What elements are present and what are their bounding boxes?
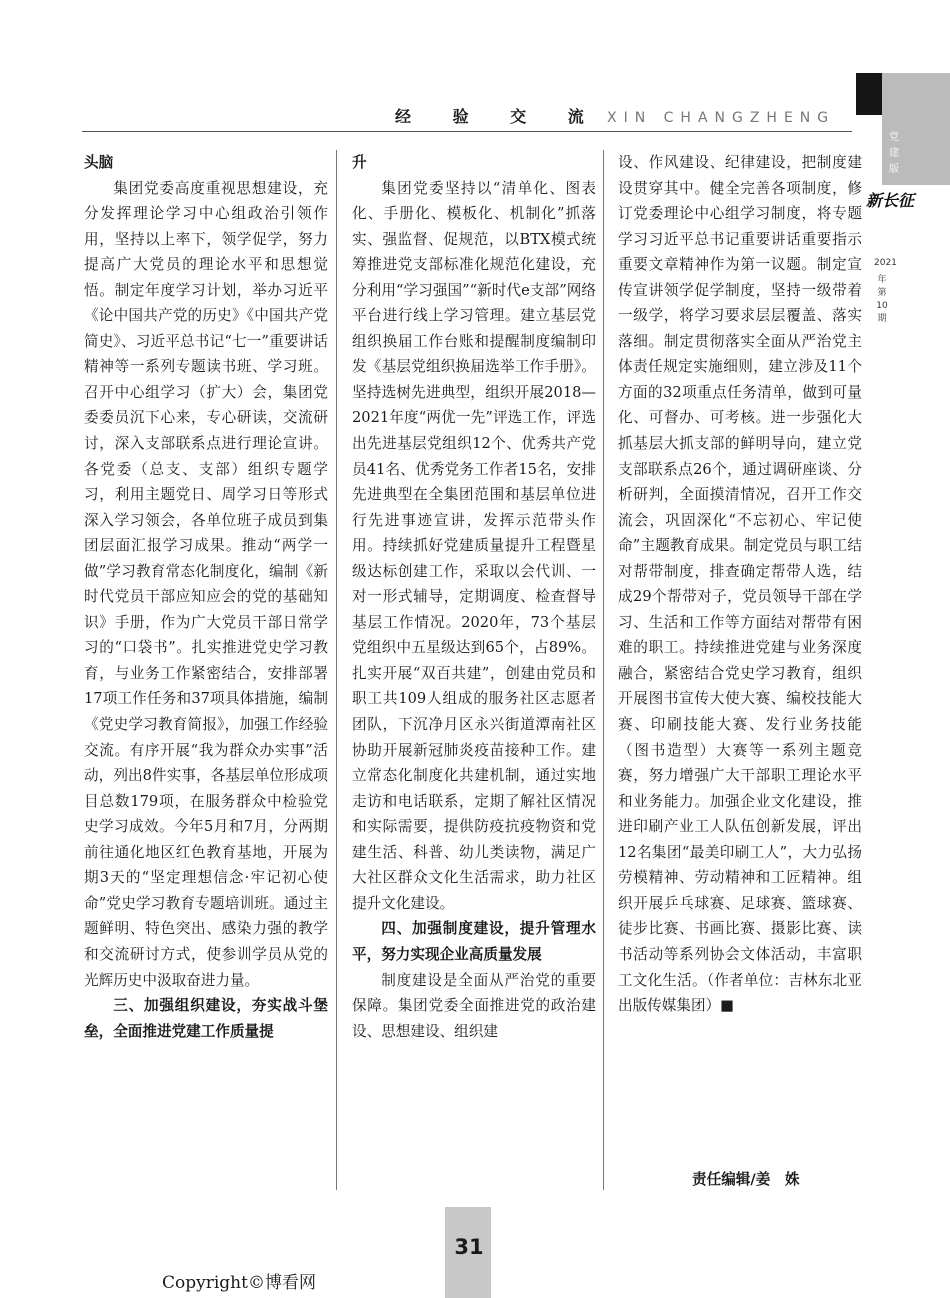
section-heading: 头脑	[84, 154, 114, 171]
column-divider	[336, 150, 337, 1190]
issue-number: 年第10期	[876, 275, 888, 324]
body-paragraph: 制度建设是全面从严治党的重要保障。集团党委全面推进党的政治建设、思想建设、组织建	[352, 971, 596, 1040]
body-paragraph: 集团党委坚持以“清单化、图表化、手册化、模板化、机制化”抓落实、强监督、促规范，以BTX模式统筹推进党支部标准化规范化建设，充分利用“学习强国”“新时代e支部”网络平台进行线上学习管理。建立基层党组织换届工作台账和提醒制度编制印发《基层党组织换届选举工作手册》。坚持选树先进典型，组织开展2018—2021年度“两优一先”评选工作，评选出先进基层党组织12个、优秀共产党员41名、优秀党务工作者15名，安排先进典型在全集团范围和基层单位进行先进事迹宣讲，发挥示范带头作用。持续抓好党建质量提升工程暨星级达标创建工作，采取以会代训、一对一形式辅导，定期调度、检查督导基层工作情况。2020年，73个基层党组织中五星级达到65个，占89%。扎实开展“双百共建”，创建由党员和职工共109人组成的服务社区志愿者团队，下沉净月区永兴街道潭南社区协助开展新冠肺炎疫苗接种工作。建立常态化制度化共建机制，通过实地走访和电话联系，定期了解社区情况和实际需要，提供防疫抗疫物资和党建生活、科普、幼儿类读物，满足广大社区群众文化生活需求，助力社区提升文化建设。	[352, 179, 596, 912]
body-paragraph: 集团党委高度重视思想建设，充分发挥理论学习中心组政治引领作用，坚持以上率下，领学促学，努力提高广大党员的理论水平和思想觉悟。制定年度学习计划，举办习近平《论中国共产党的历史》《中国共产党简史》、习近平总书记“七一”重要讲话精神等一系列专题读书班、学习班。召开中心组学习（扩大）会，集团党委委员沉下心来，专心研读，交流研讨，深入支部联系点进行理论宣讲。各党委（总支、支部）组织专题学习，利用主题党日、周学习日等形式深入学习领会，各单位班子成员到集团层面汇报学习成果。推动“两学一做”学习教育常态化制度化，编制《新时代党员干部应知应会的党的基础知识》手册，作为广大党员干部日常学习的“口袋书”。扎实推进党史学习教育，与业务工作紧密结合，安排部署17项工作任务和37项具体措施，编制《党史学习教育简报》，加强工作经验交流。有序开展“我为群众办实事”活动，列出8件实事，各基层单位形成项目总数179项，在服务群众中检验党史学习成效。今年5月和7月，分两期前往通化地区红色教育基地，开展为期3天的“坚定理想信念·牢记初心使命”党史学习教育专题培训班。通过主题鲜明、特色突出、感染力强的教学和交流研讨方式，使参训学员从党的光辉历史中汲取奋进力量。	[84, 179, 328, 989]
header-rule	[82, 131, 852, 132]
section-heading: 升	[352, 154, 367, 171]
column-divider	[603, 150, 604, 1190]
section-title: 经 验 交 流	[395, 107, 602, 126]
section-heading: 四、加强制度建设，提升管理水平，努力实现企业高质量发展	[352, 920, 596, 963]
body-paragraph: 设、作风建设、纪律建设，把制度建设贯穿其中。健全完善各项制度，修订党委理论中心组学习制度，将专题学习习近平总书记重要讲话重要指示重要文章精神作为第一议题。制定宣传宣讲领学促学制度，坚持一级带着一级学，将学习要求层层覆盖、落实落细。制定贯彻落实全面从严治党主体责任规定实施细则，建立涉及11个方面的32项重点任务清单，做到可量化、可督办、可考核。进一步强化大抓基层大抓支部的鲜明导向，建立党支部联系点26个，通过调研座谈、分析研判，全面摸清情况，召开工作交流会，巩固深化“不忘初心、牢记使命”主题教育成果。制定党员与职工结对帮带制度，排查确定帮带人选，结成29个帮带对子，党员领导干部在学习、生活和工作等方面结对帮带有困难的职工。持续推进党建与业务深度融合，紧密结合党史学习教育，组织开展图书宣传大使大赛、编校技能大赛、印刷技能大赛、发行业务技能（图书造型）大赛等一系列主题竞赛，努力增强广大干部职工理论水平和业务能力。加强企业文化建设，推进印刷产业工人队伍创新发展，评出12名集团“最美印刷工人”，大力弘扬劳模精神、劳动精神和工匠精神。组织开展乒乓球赛、足球赛、篮球赛、徒步比赛、书画比赛、摄影比赛、读书活动等系列协会文体活动，丰富职工文化生活。（作者单位：吉林东北亚出版传媒集团）■	[618, 154, 862, 1015]
issue-year: 2021	[874, 258, 897, 268]
copyright-notice: Copyright©博看网	[162, 1273, 316, 1293]
editor-credit: 责任编辑/姜 姝	[692, 1171, 800, 1188]
article-column-2	[352, 150, 596, 1044]
article-column-1	[84, 150, 328, 1044]
article-column-3	[618, 150, 862, 1019]
page-number: 31	[454, 1235, 484, 1259]
magazine-name-latin: XIN CHANGZHENG	[607, 110, 836, 126]
section-heading: 三、加强组织建设，夯实战斗堡垒，全面推进党建工作质量提	[84, 997, 328, 1040]
corner-block	[856, 73, 882, 115]
magazine-logo: 新长征	[866, 191, 915, 210]
edition-label: 党建版	[889, 132, 899, 175]
